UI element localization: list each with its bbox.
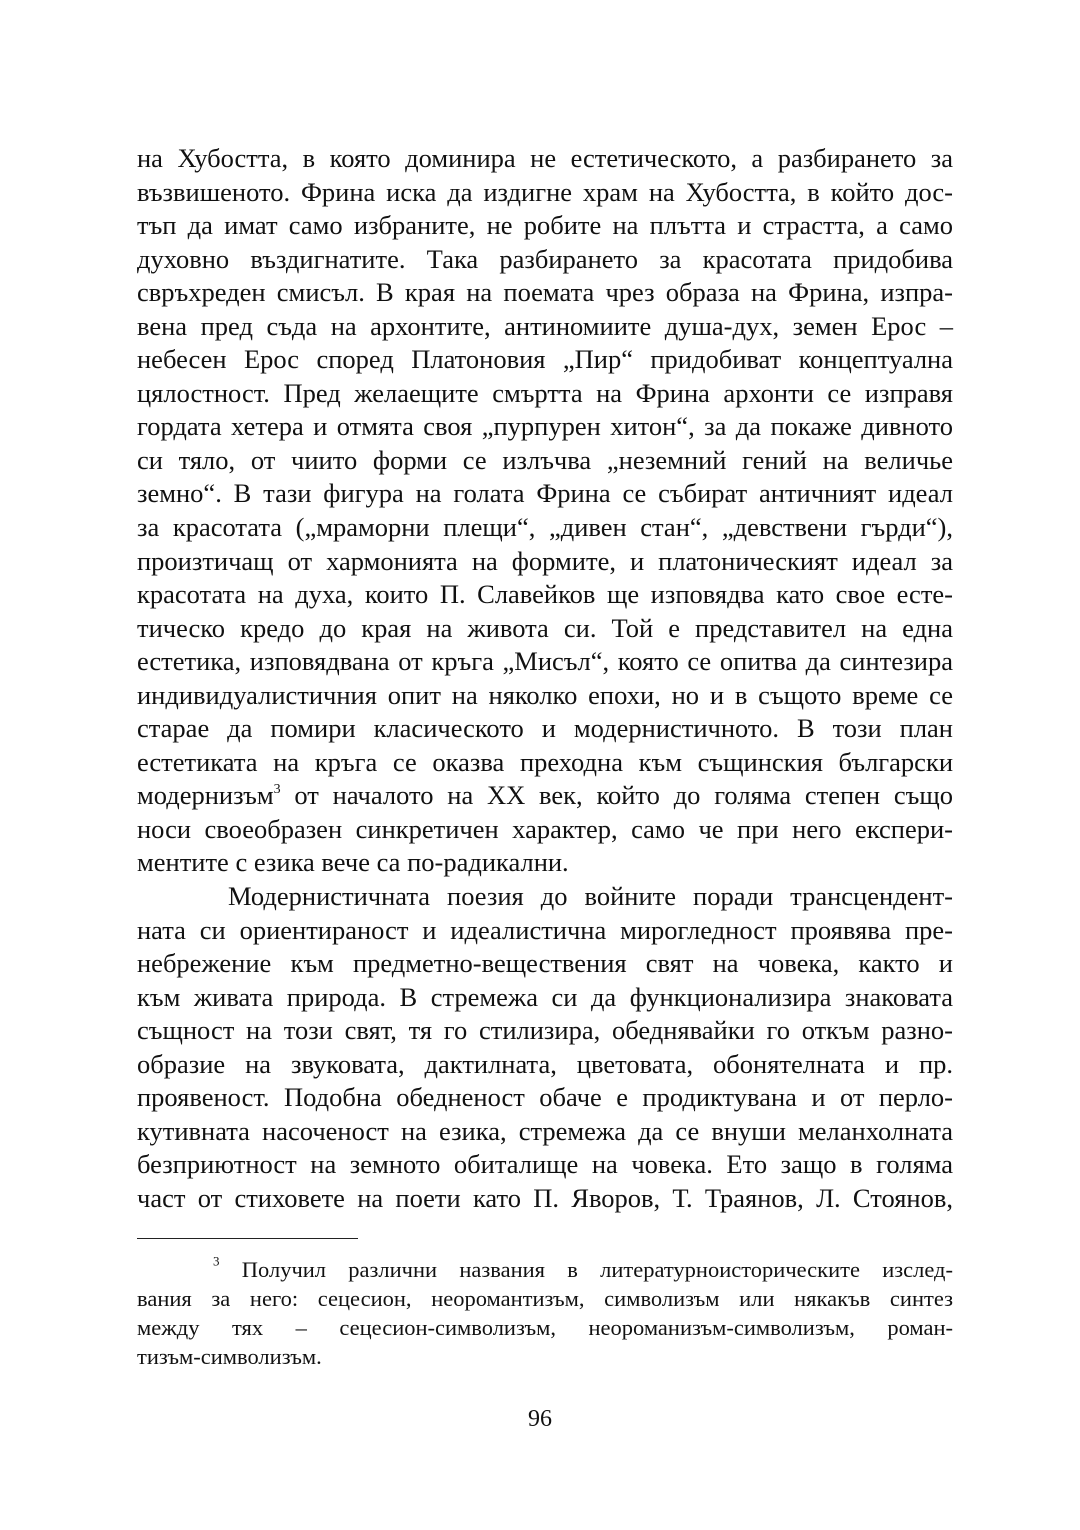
text-line: вена пред съда на архонтите, антиномиите душа-дух, земен Ерос – [137, 310, 953, 341]
text-line: старае да помири класическото и модернистичното. В този план [137, 713, 953, 744]
text-line: гордата хетера и отмята своя „пурпурен хитон“, за да покаже дивното [137, 411, 953, 442]
footnote-line: между тях – сецесион-символизъм, неороманизъм-символизъм, роман- [137, 1315, 953, 1340]
text-line: същност на този свят, тя го стилизира, обеднявайки го откъм разно- [137, 1015, 953, 1046]
text-line: цялостност. Пред желаещите смъртта на Фрина архонти се изправя [137, 377, 953, 408]
footnote-text: Получил различни названия в литературноисторическите изслед- [241, 1257, 953, 1282]
footnote-mark: 3 [213, 1253, 220, 1269]
text-line: небесен Ерос според Платоновия „Пир“ придобиват концептуална [137, 344, 953, 375]
footnote-line [137, 1255, 953, 1284]
text-line: за красотата („мраморни плещи“, „дивен стан“, „девствени гърди“), [137, 512, 953, 543]
text-line: безприютност на земното обиталище на човека. Ето защо в голяма [137, 1149, 953, 1180]
paragraph-first-line: Модернистичната поезия до войните поради трансцендент- [228, 881, 953, 912]
text-line: небрежение към предметно-веществения свят на човека, както и [137, 948, 953, 979]
text-line: ната си ориентираност и идеалистична мирогледност проявява пре- [137, 914, 953, 945]
text-line: носи своеобразен синкретичен характер, само че при него експери- [137, 813, 953, 844]
page-number: 96 [528, 1406, 552, 1432]
text-line: част от стиховете на поети като П. Яворов, Т. Траянов, Л. Стоянов, [137, 1182, 953, 1213]
text-line: кутивната насоченост на езика, стремежа да се внуши меланхолната [137, 1115, 953, 1146]
text-line: тическо кредо до края на живота си. Той е представител на една [137, 612, 953, 643]
footnote-line: вания за него: сецесион, неоромантизъм, символизъм или някакъв синтез [137, 1286, 953, 1311]
footnote [137, 1255, 953, 1371]
text-line: образие на звуковата, дактилната, цветовата, обонятелната и пр. [137, 1048, 953, 1079]
footnote-reference[interactable]: 3 [273, 782, 281, 798]
text-line: индивидуалистичния опит на няколко епохи, но и в същото време се [137, 679, 953, 710]
text-line: произтичащ от хармонията на формите, и платоническият идеал за [137, 545, 953, 576]
text-line: възвишеното. Фрина иска да издигне храм на Хубостта, в който дос- [137, 176, 953, 207]
text-line: си тяло, от чиито форми се излъчва „неземний гений на величье [137, 444, 953, 475]
text-line: естетика, изповядвана от кръга „Мисъл“, която се опитва да синтезира [137, 646, 953, 677]
text-line: земно“. В тази фигура на голата Фрина се събират античният идеал [137, 478, 953, 509]
text-segment: от началото на XX век, който до голяма степен също [294, 780, 954, 811]
text-line: естетиката на кръга се оказва преходна към същинския български [137, 746, 953, 777]
text-line: ментите с езика вече са по-радикални. [137, 847, 569, 878]
text-line: свръхреден смисъл. В края на поемата чрез образа на Фрина, изпра- [137, 277, 953, 308]
footnote-separator [137, 1238, 358, 1239]
text-line: към живата природа. В стремежа си да функционализира знаковата [137, 981, 953, 1012]
text-line: духовно въздигнатите. Така разбирането за красотата придобива [137, 243, 953, 274]
main-text [137, 142, 953, 1216]
text-segment: модернизъм [137, 780, 274, 811]
text-line: красотата на духа, които П. Славейков ще изповядва като свое есте- [137, 579, 953, 610]
text-line: на Хубостта, в която доминира не естетическото, а разбирането за [137, 143, 953, 173]
text-line: тъп да имат само избраните, не робите на плътта и страстта, а само [137, 210, 953, 241]
text-line: проявеност. Подобна обедненост обаче е продиктувана и от перло- [137, 1082, 953, 1113]
text-line-with-footnote-ref [137, 779, 953, 813]
footnote-line: тизъм-символизъм. [137, 1344, 322, 1369]
